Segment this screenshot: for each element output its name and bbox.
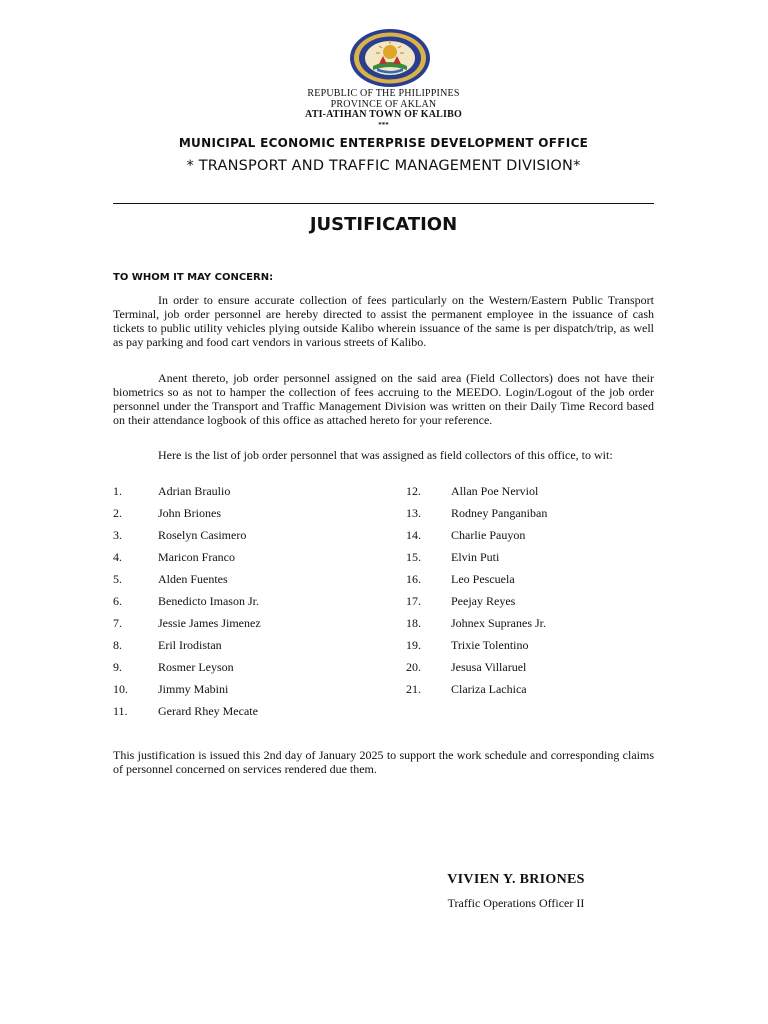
list-item: 21. Clariza Lachica — [406, 682, 527, 696]
personnel-name: Eril Irodistan — [158, 638, 222, 652]
list-item: 2. John Briones — [113, 506, 221, 520]
personnel-name: Adrian Braulio — [158, 484, 231, 498]
list-item: 8. Eril Irodistan — [113, 638, 222, 652]
header-rule — [113, 203, 654, 204]
personnel-name: Elvin Puti — [451, 550, 500, 564]
personnel-name: Trixie Tolentino — [451, 638, 529, 652]
personnel-name: Roselyn Casimero — [158, 528, 247, 542]
personnel-name: Benedicto Imason Jr. — [158, 594, 259, 608]
list-item: 5. Alden Fuentes — [113, 572, 228, 586]
personnel-name: John Briones — [158, 506, 221, 520]
personnel-name: Peejay Reyes — [451, 594, 516, 608]
list-item: 16. Leo Pescuela — [406, 572, 515, 586]
personnel-name: Johnex Supranes Jr. — [451, 616, 546, 630]
letterhead — [113, 89, 654, 129]
list-item: 17. Peejay Reyes — [406, 594, 516, 608]
personnel-name: Jimmy Mabini — [158, 682, 229, 696]
list-item: 7. Jessie James Jimenez — [113, 616, 261, 630]
personnel-name: Clariza Lachica — [451, 682, 527, 696]
personnel-list-left — [113, 484, 383, 726]
list-item: 19. Trixie Tolentino — [406, 638, 529, 652]
list-item: 9. Rosmer Leyson — [113, 660, 234, 674]
personnel-name: Allan Poe Nerviol — [451, 484, 539, 498]
personnel-name: Charlie Pauyon — [451, 528, 526, 542]
personnel-name: Rosmer Leyson — [158, 660, 234, 674]
list-item: 18. Johnex Supranes Jr. — [406, 616, 546, 630]
division-name: * TRANSPORT AND TRAFFIC MANAGEMENT DIVISION* — [186, 158, 581, 174]
document-title: JUSTIFICATION — [309, 214, 458, 235]
province-line: PROVINCE OF AKLAN — [330, 98, 437, 110]
town-line: ATI-ATIHAN TOWN OF KALIBO — [305, 109, 462, 120]
municipal-seal-logo — [349, 28, 431, 88]
personnel-name: Gerard Rhey Mecate — [158, 704, 258, 718]
list-item: 3. Roselyn Casimero — [113, 528, 247, 542]
list-item: 13. Rodney Panganiban — [406, 506, 548, 520]
personnel-name: Jesusa Villaruel — [451, 660, 527, 674]
list-item: 6. Benedicto Imason Jr. — [113, 594, 259, 608]
paragraph-issuance: This justification is issued this 2nd day of January 2025 to support the work schedule and corresponding claims of personnel concerned on services rendered due them. — [113, 748, 654, 776]
paragraph-biometrics: Anent thereto, job order personnel assigned on the said area (Field Collectors) does not have their biometrics so as not to hamper the collection of fees accruing to the MEEDO. Login/Logout of the job order personnel under the Transport and Traffic Management Division was written on their Daily Time Record based on their attendance logbook of this office as attached hereto for your reference. — [113, 371, 654, 427]
list-item: 11. Gerard Rhey Mecate — [113, 704, 258, 718]
personnel-name: Rodney Panganiban — [451, 506, 548, 520]
list-item: 15. Elvin Puti — [406, 550, 500, 564]
list-item: 4. Maricon Franco — [113, 550, 235, 564]
office-name: MUNICIPAL ECONOMIC ENTERPRISE DEVELOPMENT OFFICE — [178, 136, 589, 150]
stars-divider: *** — [378, 120, 389, 129]
personnel-name: Alden Fuentes — [158, 572, 228, 586]
personnel-name: Jessie James Jimenez — [158, 616, 261, 630]
list-item: 14. Charlie Pauyon — [406, 528, 526, 542]
personnel-name: Maricon Franco — [158, 550, 235, 564]
list-item: 20. Jesusa Villaruel — [406, 660, 527, 674]
paragraph-list-intro: Here is the list of job order personnel that was assigned as field collectors of this office, to wit: — [158, 448, 613, 462]
signatory-position: Traffic Operations Officer II — [447, 896, 585, 910]
list-item: 12. Allan Poe Nerviol — [406, 484, 539, 498]
list-item: 10. Jimmy Mabini — [113, 682, 229, 696]
signatory-name: VIVIEN Y. BRIONES — [447, 872, 585, 887]
personnel-name: Leo Pescuela — [451, 572, 515, 586]
salutation: TO WHOM IT MAY CONCERN: — [113, 272, 274, 283]
personnel-list-right — [406, 484, 676, 704]
paragraph-purpose: In order to ensure accurate collection of fees particularly on the Western/Eastern Public Transport Terminal, job order personnel are hereby directed to assist the permanent employee in the issuance of cash tickets to public utility vehicles plying outside Kalibo wherein issuance of the same is per dispatch/trip, as well as pay parking and food cart vendors in various streets of Kalibo. — [113, 293, 654, 349]
republic-line: REPUBLIC OF THE PHILIPPINES — [307, 88, 460, 99]
list-item: 1. Adrian Braulio — [113, 484, 231, 498]
